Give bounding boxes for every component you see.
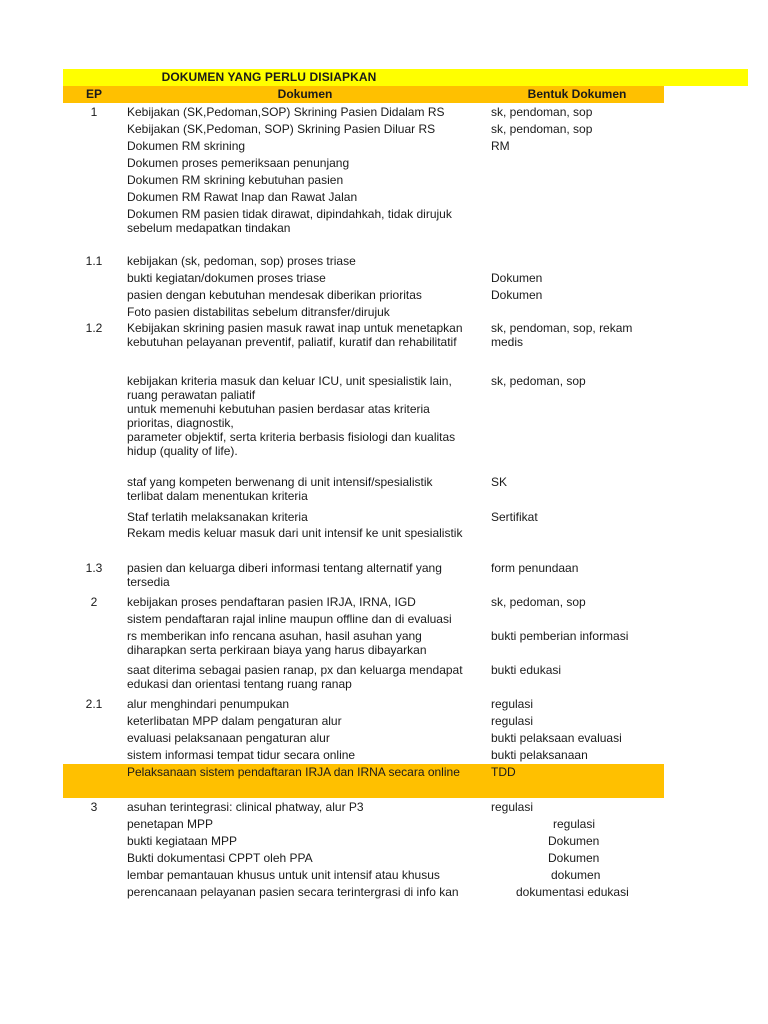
document-text: Kebijakan (SK,Pedoman,SOP) Skrining Pasien Didalam RS: [127, 105, 445, 119]
document-form: TDD: [491, 765, 516, 779]
document-text: Dokumen RM skrining kebutuhan pasien: [127, 173, 344, 187]
document-text: untuk memenuhi kebutuhan pasien berdasar atas kriteria: [127, 402, 430, 416]
document-form: sk, pendoman, sop: [491, 105, 593, 119]
document-text: kebijakan proses pendaftaran pasien IRJA, IRNA, IGD: [127, 595, 416, 609]
document-text: pasien dan keluarga diberi informasi tentang alternatif yang: [127, 561, 442, 575]
document-text: bukti kegiatan/dokumen proses triase: [127, 271, 326, 285]
document-text: kebijakan kriteria masuk dan keluar ICU, unit spesialistik lain,: [127, 374, 452, 388]
document-form: regulasi: [553, 817, 596, 831]
document-text: Kebijakan skrining pasien masuk rawat inap untuk menetapkan: [127, 321, 463, 335]
document-form: Dokumen: [548, 851, 600, 865]
document-text: lembar pemantauan khusus untuk unit intensif atau khusus: [127, 868, 440, 882]
ep-number: 3: [90, 800, 98, 814]
document-text: Pelaksanaan sistem pendaftaran IRJA dan IRNA secara online: [127, 765, 460, 779]
document-text: Dokumen RM pasien tidak dirawat, dipindahkah, tidak dirujuk: [127, 207, 452, 221]
document-text: Dokumen proses pemeriksaan penunjang: [127, 156, 350, 170]
document-text: kebijakan (sk, pedoman, sop) proses triase: [127, 254, 356, 268]
document-form: bukti pelaksaan evaluasi: [491, 731, 622, 745]
document-text: diharapkan serta perkiraan biaya yang harus dibayarkan: [127, 643, 427, 657]
document-text: asuhan terintegrasi: clinical phatway, alur P3: [127, 800, 364, 814]
header-ep: EP: [85, 87, 102, 101]
document-text: prioritas, diagnostik,: [127, 416, 234, 430]
document-form: RM: [491, 139, 510, 153]
header-bentuk-dokumen: Bentuk Dokumen: [527, 87, 627, 101]
document-text: staf yang kompeten berwenang di unit intensif/spesialistik: [127, 475, 433, 489]
document-form: regulasi: [491, 697, 534, 711]
document-text: ruang perawatan paliatif: [127, 388, 256, 402]
document-form: Dokumen: [548, 834, 600, 848]
document-text: penetapan MPP: [127, 817, 214, 831]
ep-number: 2.1: [85, 697, 103, 711]
title-bar: [63, 69, 748, 86]
document-text: Foto pasien distabilitas sebelum ditransfer/dirujuk: [127, 305, 390, 319]
document-form: sk, pendoman, sop, rekam: [491, 321, 633, 335]
document-text: terlibat dalam menentukan kriteria: [127, 489, 308, 503]
document-text: hidup (quality of life).: [127, 444, 238, 458]
document-text: Bukti dokumentasi CPPT oleh PPA: [127, 851, 313, 865]
document-text: bukti kegiataan MPP: [127, 834, 238, 848]
document-form: bukti edukasi: [491, 663, 562, 677]
document-form: medis: [491, 335, 524, 349]
document-form: dokumentasi edukasi: [516, 885, 629, 899]
document-text: perencanaan pelayanan pasien secara terintergrasi di info kan: [127, 885, 459, 899]
document-text: evaluasi pelaksanaan pengaturan alur: [127, 731, 330, 745]
document-form: regulasi: [491, 714, 534, 728]
document-text: keterlibatan MPP dalam pengaturan alur: [127, 714, 342, 728]
document-text: Dokumen RM Rawat Inap dan Rawat Jalan: [127, 190, 358, 204]
document-form: bukti pemberian informasi: [491, 629, 629, 643]
document-form: bukti pelaksanaan: [491, 748, 588, 762]
document-form: dokumen: [551, 868, 601, 882]
ep-number: 2: [90, 595, 98, 609]
header-dokumen: Dokumen: [277, 87, 333, 101]
document-text: sebelum medapatkan tindakan: [127, 221, 291, 235]
document-text: edukasi dan orientasi tentang ruang ranap: [127, 677, 352, 691]
document-text: Dokumen RM skrining: [127, 139, 246, 153]
header-row: [63, 86, 664, 103]
document-form: form penundaan: [491, 561, 579, 575]
document-form: sk, pedoman, sop: [491, 374, 586, 388]
ep-number: 1.2: [85, 321, 103, 335]
document-text: alur menghindari penumpukan: [127, 697, 290, 711]
ep-number: 1.3: [85, 561, 103, 575]
document-form: sk, pedoman, sop: [491, 595, 586, 609]
document-form: sk, pendoman, sop: [491, 122, 593, 136]
document-text: parameter objektif, serta kriteria berbasis fisiologi dan kualitas: [127, 430, 456, 444]
document-text: rs memberikan info rencana asuhan, hasil asuhan yang: [127, 629, 422, 643]
document-text: kebutuhan pelayanan preventif, paliatif, kuratif dan rehabilitatif: [127, 335, 457, 349]
document-text: sistem informasi tempat tidur secara online: [127, 748, 356, 762]
document-text: Kebijakan (SK,Pedoman, SOP) Skrining Pasien Diluar RS: [127, 122, 436, 136]
ep-number: 1: [90, 105, 98, 119]
document-form: Dokumen: [491, 288, 543, 302]
ep-number: 1.1: [85, 254, 103, 268]
document-text: Rekam medis keluar masuk dari unit intensif ke unit spesialistik: [127, 526, 463, 540]
page-title: DOKUMEN YANG PERLU DISIAPKAN: [161, 70, 377, 84]
document-text: Staf terlatih melaksanakan kriteria: [127, 510, 308, 524]
document-text: saat diterima sebagai pasien ranap, px dan keluarga mendapat: [127, 663, 463, 677]
document-form: regulasi: [491, 800, 534, 814]
document-text: pasien dengan kebutuhan mendesak diberikan prioritas: [127, 288, 422, 302]
document-form: Sertifikat: [491, 510, 538, 524]
document-form: Dokumen: [491, 271, 543, 285]
document-text: sistem pendaftaran rajal inline maupun offline dan di evaluasi: [127, 612, 452, 626]
document-text: tersedia: [127, 575, 170, 589]
document-form: SK: [491, 475, 508, 489]
